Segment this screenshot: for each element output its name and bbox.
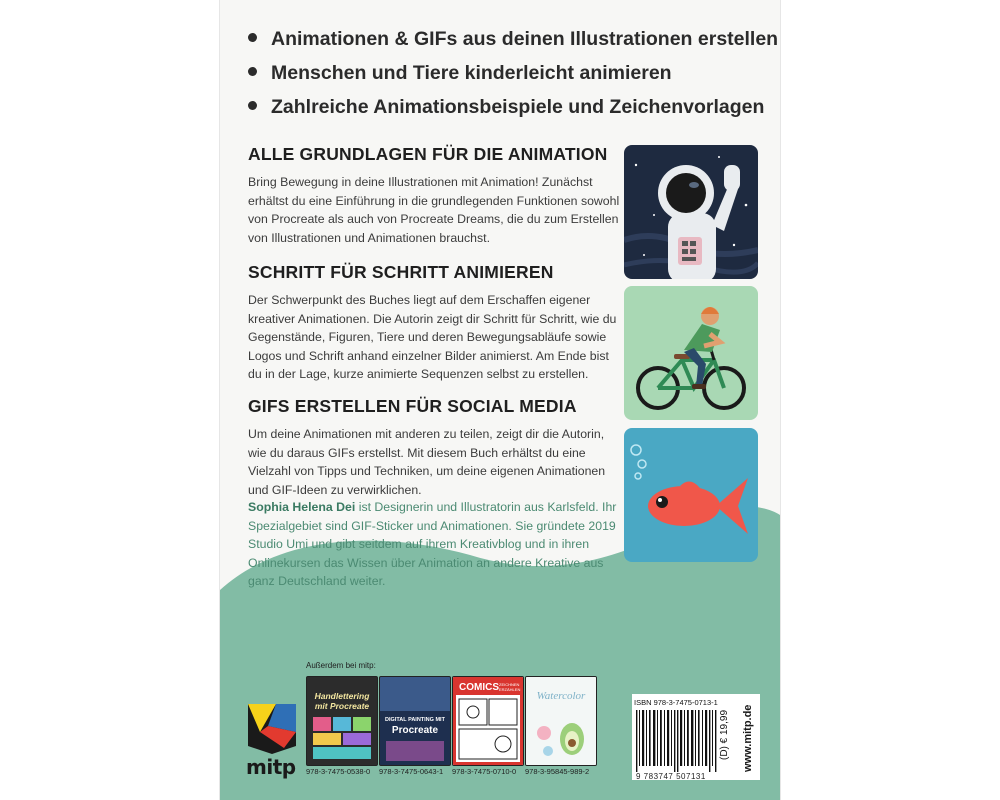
book-isbn: 978-3-95845-989-2 xyxy=(525,767,590,776)
svg-text:Watercolor: Watercolor xyxy=(536,690,586,702)
svg-text:COMICS: COMICS xyxy=(459,682,499,693)
section-grundlagen xyxy=(248,144,620,247)
price: (D) € 19,99 xyxy=(719,709,730,760)
book-isbn: 978-3-7475-0710-0 xyxy=(452,767,517,776)
book-back-cover xyxy=(219,0,781,800)
feature-text: Animationen & GIFs aus deinen Illustrationen erstellen xyxy=(271,28,779,50)
author-bio xyxy=(248,498,620,591)
author-text: ist Designerin und Illustratorin aus Karlsfeld. Ihr Spezialgebiet sind GIF-Sticker und Animationen. Sie gründete 2019 Studio Umi und gibt seitdem auf ihrem Kreativblog und in ihren Onlinekursen das Wissen über Animation an andere Kreative aus ganz Deutschland weiter. xyxy=(248,500,617,588)
section-heading: GIFS ERSTELLEN FÜR SOCIAL MEDIA xyxy=(248,396,577,416)
isbn-number: ISBN 978-3-7475-0713-1 xyxy=(634,698,718,707)
publisher-url[interactable]: www.mitp.de xyxy=(742,704,754,772)
book-cover[interactable] xyxy=(379,676,451,766)
section-schritt xyxy=(248,262,620,384)
feature-item xyxy=(248,56,778,90)
svg-text:DIGITAL PAINTING MIT: DIGITAL PAINTING MIT xyxy=(385,717,445,723)
feature-text: Zahlreiche Animationsbeispiele und Zeichenvorlagen xyxy=(271,96,765,118)
book-cover[interactable] xyxy=(452,676,524,766)
section-heading: ALLE GRUNDLAGEN FÜR DIE ANIMATION xyxy=(248,144,608,164)
section-text: Der Schwerpunkt des Buches liegt auf dem Erschaffen eigener kreativer Animationen. Die Autorin zeigt dir Schritt für Schritt, wie du Gegenstände, Figuren, Tiere und deren Bewegungsabläufe sowie Logos und Schrift anhand einzelner Bilder animierst. Am Ende bist du in der Lage, kurze animierte Sequenzen selbst zu erstellen. xyxy=(248,293,617,381)
bullet-dot xyxy=(248,67,257,76)
section-gifs xyxy=(248,396,620,499)
author-name: Sophia Helena Dei xyxy=(248,500,356,514)
svg-text:Procreate: Procreate xyxy=(391,725,439,736)
section-text: Um deine Animationen mit anderen zu teilen, zeigt dir die Autorin, wie du daraus GIFs erstellst. Mit diesem Buch erhältst du eine Vielzahl von Tipps und Techniken, um deine eigenen Animationen und GIF-Ideen zu verwirklichen. xyxy=(248,427,606,497)
feature-text: Menschen und Tiere kinderleicht animieren xyxy=(271,62,672,84)
svg-text:ZEICHNEN: ZEICHNEN xyxy=(499,682,520,687)
astronaut-illustration xyxy=(624,145,758,279)
feature-list xyxy=(248,22,778,124)
publisher-name: mitp xyxy=(246,755,296,779)
fish-illustration xyxy=(624,428,758,562)
book-isbn: 978-3-7475-0643-1 xyxy=(379,767,444,776)
also-label: Außerdem bei mitp: xyxy=(306,661,376,670)
cyclist-illustration xyxy=(624,286,758,420)
bullet-dot xyxy=(248,33,257,42)
book-cover[interactable] xyxy=(306,676,378,766)
section-text: Bring Bewegung in deine Illustrationen mit Animation! Zunächst erhältst du eine Einführung in die grundlegenden Funktionen sowohl von Procreate als auch von Procreate Dreams, die du zum Erstellen von Illustrationen und Animationen brauchst. xyxy=(248,175,620,245)
feature-item xyxy=(248,22,778,56)
book-cover[interactable] xyxy=(525,676,597,766)
svg-text:ERZÄHLEN: ERZÄHLEN xyxy=(499,687,521,692)
feature-item xyxy=(248,90,778,124)
bullet-dot xyxy=(248,101,257,110)
barcode-digits: 9 783747 507131 xyxy=(636,772,706,781)
svg-text:mit Procreate: mit Procreate xyxy=(314,701,370,711)
section-heading: SCHRITT FÜR SCHRITT ANIMIEREN xyxy=(248,262,554,282)
book-isbn: 978-3-7475-0538-0 xyxy=(306,767,371,776)
svg-text:Handlettering: Handlettering xyxy=(314,691,370,701)
